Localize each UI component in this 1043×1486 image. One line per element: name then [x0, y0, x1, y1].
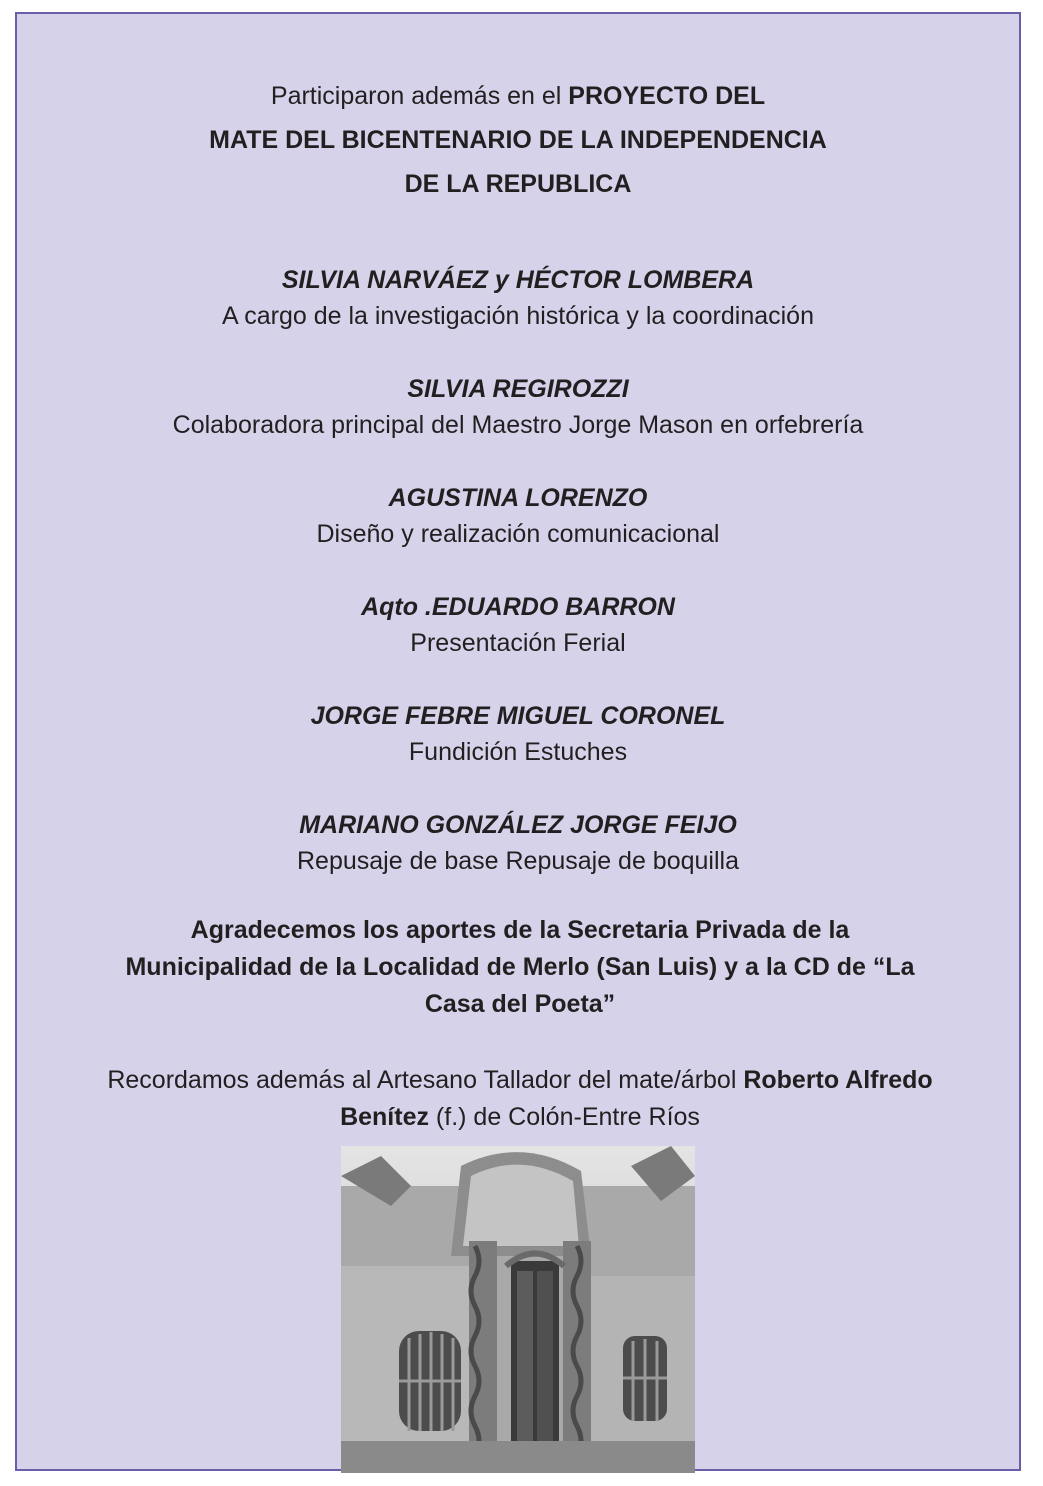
- credit-name: MARIANO GONZÁLEZ JORGE FEIJO: [299, 811, 737, 839]
- credit-item: [17, 371, 1019, 480]
- content-panel: [15, 12, 1021, 1471]
- remembrance-line-1: [57, 1062, 983, 1099]
- credit-item: [17, 480, 1019, 589]
- credit-item: [17, 698, 1019, 807]
- house-facade-illustration: [341, 1146, 695, 1473]
- remembrance-name-2: Benítez: [340, 1103, 429, 1131]
- credit-item: [17, 262, 1019, 371]
- acknowledgement-line-2: Municipalidad de la Localidad de Merlo (San Luis) y a la CD de “La: [125, 953, 915, 981]
- remembrance-name-1: Roberto Alfredo: [743, 1066, 933, 1094]
- acknowledgement: [77, 912, 963, 1023]
- credit-name: JORGE FEBRE MIGUEL CORONEL: [310, 702, 726, 730]
- credit-role: Diseño y realización comunicacional: [316, 520, 720, 548]
- historic-house-photo: [341, 1146, 695, 1473]
- credits-list: [17, 262, 1019, 916]
- intro-line-1: [17, 74, 1019, 118]
- credit-role: Presentación Ferial: [410, 629, 626, 657]
- acknowledgement-line-1: Agradecemos los aportes de la Secretaria Privada de la: [190, 916, 850, 944]
- remembrance-line-2: [57, 1099, 983, 1136]
- intro-line-2: [17, 118, 1019, 162]
- credit-item: [17, 589, 1019, 698]
- credit-role: Colaboradora principal del Maestro Jorge Mason en orfebrería: [172, 411, 864, 439]
- credit-name: SILVIA NARVÁEZ y HÉCTOR LOMBERA: [281, 266, 755, 294]
- intro-project-title-3: DE LA REPUBLICA: [404, 170, 632, 198]
- remembrance-tail: (f.) de Colón-Entre Ríos: [428, 1103, 700, 1131]
- credit-role: Repusaje de base Repusaje de boquilla: [297, 847, 739, 875]
- remembrance: [57, 1062, 983, 1136]
- intro-project-title-1: PROYECTO DEL: [568, 82, 766, 110]
- credit-name: SILVIA REGIROZZI: [407, 375, 629, 403]
- acknowledgement-line-3: Casa del Poeta”: [424, 990, 616, 1018]
- intro-line-3: [17, 162, 1019, 206]
- credit-name: AGUSTINA LORENZO: [388, 484, 648, 512]
- credit-name: Aqto .EDUARDO BARRON: [361, 593, 675, 621]
- credit-item: [17, 807, 1019, 916]
- intro-lead: Participaron además en el: [270, 82, 569, 110]
- remembrance-lead: Recordamos además al Artesano Tallador del mate/árbol: [107, 1066, 744, 1094]
- intro-heading: [17, 74, 1019, 206]
- credit-role: A cargo de la investigación histórica y la coordinación: [221, 302, 814, 330]
- intro-project-title-2: MATE DEL BICENTENARIO DE LA INDEPENDENCIA: [209, 126, 827, 154]
- credit-role: Fundición Estuches: [408, 738, 628, 766]
